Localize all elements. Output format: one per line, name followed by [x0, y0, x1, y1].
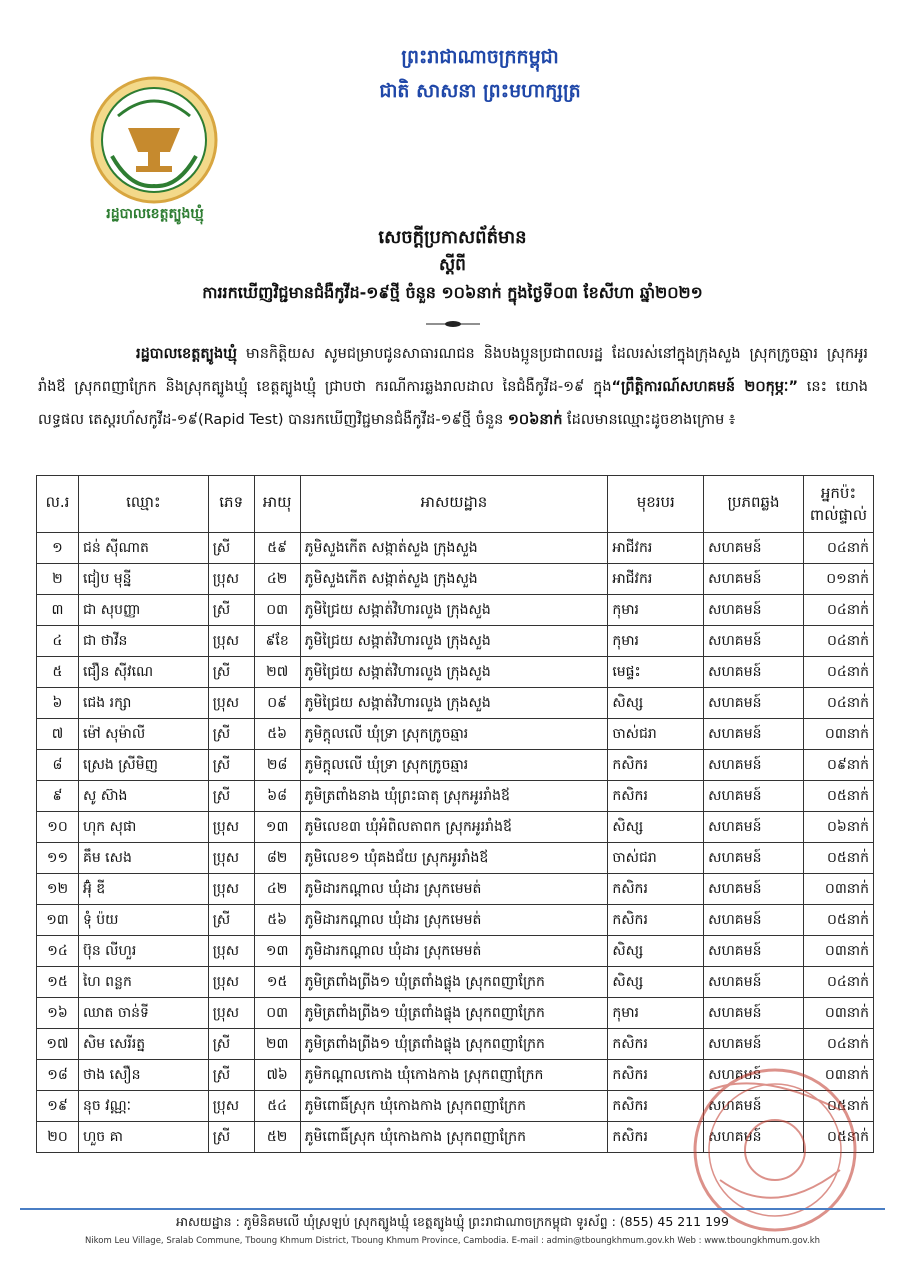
cell-no: ១០	[37, 812, 79, 843]
intro-paragraph	[38, 338, 868, 437]
cell-sex: ប្រុស	[208, 843, 254, 874]
cell-source: សហគមន៍	[704, 595, 804, 626]
cell-contacts: ០៥នាក់	[803, 1091, 873, 1122]
title-line-3: ការរកឃើញវិជ្ជមានជំងឺកូវីដ-១៩ថ្មី ចំនួន ១០៦នាក់ ក្នុងថ្ងៃទី០៣ ខែសីហា ឆ្នាំ២០២១	[202, 283, 703, 302]
title-line-2: ស្តីពី	[439, 255, 466, 275]
national-motto: ជាតិ សាសនា ព្រះមហាក្សត្រ	[379, 80, 581, 102]
cell-no: ១៣	[37, 905, 79, 936]
cell-occupation: កុមារ	[608, 998, 704, 1029]
cell-no: ៧	[37, 719, 79, 750]
header-age: អាយុ	[254, 476, 300, 533]
cell-source: សហគមន៍	[704, 688, 804, 719]
cell-age: ៤២	[254, 564, 300, 595]
cell-address: ភូមិជ្រៃយ សង្កាត់វិហារលួង ក្រុងសួង	[300, 688, 608, 719]
cell-age: ០៩	[254, 688, 300, 719]
cell-name: ជៀប មុន្នី	[78, 564, 208, 595]
cell-age: ១៣	[254, 936, 300, 967]
cell-address: ភូមិជ្រៃយ សង្កាត់វិហារលួង ក្រុងសួង	[300, 626, 608, 657]
table-row	[37, 657, 874, 688]
cell-source: សហគមន៍	[704, 1091, 804, 1122]
cell-age: ៥៩	[254, 533, 300, 564]
intro-part3: ដែលមានឈ្មោះដូចខាងក្រោម ៖	[562, 412, 736, 428]
table-row	[37, 905, 874, 936]
cell-age: ០៣	[254, 998, 300, 1029]
cell-sex: ប្រុស	[208, 936, 254, 967]
cell-sex: ស្រី	[208, 719, 254, 750]
intro-event: “ព្រឹត្តិការណ៍សហគមន៍ ២០កុម្ភៈ”	[611, 379, 798, 395]
kingdom-title: ព្រះរាជាណាចក្រកម្ពុជា	[401, 46, 559, 68]
cell-name: ថាង សឿន	[78, 1060, 208, 1091]
cell-occupation: កុមារ	[608, 626, 704, 657]
header-address: អាសយដ្ឋាន	[300, 476, 608, 533]
intro-lead: រដ្ឋបាលខេត្តត្បូងឃ្មុំ	[136, 346, 237, 362]
cell-source: សហគមន៍	[704, 533, 804, 564]
cell-sex: ស្រី	[208, 1029, 254, 1060]
footer-address-en: Nikom Leu Village, Sralab Commune, Tboung Khmum District, Tboung Khmum Province, Cambodia. E-mail : admin@tboungkhmum.gov.kh Web : www.tboungkhmum.gov.kh	[84, 1236, 821, 1246]
cell-sex: ប្រុស	[208, 812, 254, 843]
footer-divider	[20, 1208, 885, 1210]
cell-no: ២	[37, 564, 79, 595]
cell-no: ១៧	[37, 1029, 79, 1060]
cell-sex: ស្រី	[208, 533, 254, 564]
cell-occupation: កសិករ	[608, 1060, 704, 1091]
cell-address: ភូមិត្រពាំងព្រីង១ ឃុំត្រពាំងផ្លុង ស្រុកពញាក្រែក	[300, 1029, 608, 1060]
cell-name: ជេង រក្សា	[78, 688, 208, 719]
cell-sex: ប្រុស	[208, 688, 254, 719]
cell-contacts: ០៤នាក់	[803, 533, 873, 564]
table-row	[37, 843, 874, 874]
cell-name: ហុក សុផា	[78, 812, 208, 843]
cell-sex: ប្រុស	[208, 1091, 254, 1122]
cell-age: ០៣	[254, 595, 300, 626]
cell-name: ហួច គា	[78, 1122, 208, 1153]
cell-contacts: ០៤នាក់	[803, 657, 873, 688]
announcement-title	[60, 224, 845, 308]
cell-address: ភូមិជ្រៃយ សង្កាត់វិហារលួង ក្រុងសួង	[300, 595, 608, 626]
cell-address: ភូមិដារកណ្តាល ឃុំដារ ស្រុកមេមត់	[300, 905, 608, 936]
cell-source: សហគមន៍	[704, 905, 804, 936]
cell-name: សិម សេរីរត្ន	[78, 1029, 208, 1060]
cell-age: ១៥	[254, 967, 300, 998]
cell-no: ៣	[37, 595, 79, 626]
cell-contacts: ០៥នាក់	[803, 1122, 873, 1153]
cell-sex: ប្រុស	[208, 967, 254, 998]
cell-contacts: ០៤នាក់	[803, 595, 873, 626]
cell-name: ជន់ ស៊ីណាត	[78, 533, 208, 564]
cell-occupation: កសិករ	[608, 874, 704, 905]
cell-source: សហគមន៍	[704, 657, 804, 688]
cell-contacts: ០៣នាក់	[803, 1060, 873, 1091]
cell-address: ភូមិត្រពាំងព្រីង១ ឃុំត្រពាំងផ្លុង ស្រុកពញាក្រែក	[300, 998, 608, 1029]
cell-address: ភូមិសួងកើត សង្កាត់សួង ក្រុងសួង	[300, 564, 608, 595]
cell-occupation: ចាស់ជរា	[608, 843, 704, 874]
cell-address: ភូមិពោធិ៍ស្រុក ឃុំកោងកាង ស្រុកពញាក្រែក	[300, 1091, 608, 1122]
cell-sex: ស្រី	[208, 781, 254, 812]
table-row	[37, 874, 874, 905]
cell-age: ៤២	[254, 874, 300, 905]
cell-contacts: ០៣នាក់	[803, 936, 873, 967]
cell-name: ជា សុបញ្ញា	[78, 595, 208, 626]
cell-no: ៦	[37, 688, 79, 719]
cell-no: ១	[37, 533, 79, 564]
header-name: ឈ្មោះ	[78, 476, 208, 533]
cell-no: ៥	[37, 657, 79, 688]
cell-sex: ប្រុស	[208, 626, 254, 657]
cell-source: សហគមន៍	[704, 750, 804, 781]
cell-address: ភូមិដារកណ្តាល ឃុំដារ ស្រុកមេមត់	[300, 874, 608, 905]
header-source: ប្រភពឆ្លង	[704, 476, 804, 533]
table-row	[37, 936, 874, 967]
cell-contacts: ០៤នាក់	[803, 1029, 873, 1060]
cell-contacts: ០៤នាក់	[803, 688, 873, 719]
cell-address: ភូមិកណ្តាលកោង ឃុំកោងកាង ស្រុកពញាក្រែក	[300, 1060, 608, 1091]
cell-sex: ស្រី	[208, 1122, 254, 1153]
intro-part1: មានកិត្តិយស សូមជម្រាបជូនសាធារណជន និងបងប្អូនប្រជាពលរដ្ឋ ដែលរស់នៅក្នុងក្រុងសួង ស្រុកក្រូចឆ្មារ ស្រុកអូររាំងឪ ស្រុកពញាក្រែក និងស្រុកត្បូងឃ្មុំ ខេត្តត្បូងឃ្មុំ ជ្រាបថា ករណីការឆ្លងរាលដាល នៃជំងឺកូវីដ-១៩ ក្នុង	[38, 346, 868, 395]
cell-contacts: ០៥នាក់	[803, 905, 873, 936]
table-row	[37, 564, 874, 595]
cell-name: ទុំ ប៉យ	[78, 905, 208, 936]
cell-source: សហគមន៍	[704, 564, 804, 595]
cell-source: សហគមន៍	[704, 812, 804, 843]
cell-name: ហៃ ពន្លក	[78, 967, 208, 998]
header-occupation: មុខរបរ	[608, 476, 704, 533]
cell-age: ៥៦	[254, 905, 300, 936]
official-seal	[690, 1050, 860, 1240]
cell-no: ១៤	[37, 936, 79, 967]
header-contacts	[803, 476, 873, 533]
cell-occupation: សិស្ស	[608, 812, 704, 843]
cell-age: ២៨	[254, 750, 300, 781]
cell-no: ២០	[37, 1122, 79, 1153]
table-header-row	[37, 476, 874, 533]
table-row	[37, 750, 874, 781]
cell-sex: ប្រុស	[208, 874, 254, 905]
cell-contacts: ០៣នាក់	[803, 874, 873, 905]
cell-occupation: សិស្ស	[608, 967, 704, 998]
cell-address: ភូមិត្រពាំងនាង ឃុំព្រះធាតុ ស្រុកអូររាំងឪ	[300, 781, 608, 812]
province-logo	[90, 76, 218, 204]
cell-no: ១១	[37, 843, 79, 874]
cell-age: ៨២	[254, 843, 300, 874]
cell-no: ១៦	[37, 998, 79, 1029]
header-no: ល.រ	[37, 476, 79, 533]
cell-age: ៥៤	[254, 1091, 300, 1122]
cell-address: ភូមិពោធិ៍ស្រុក ឃុំកោងកាង ស្រុកពញាក្រែក	[300, 1122, 608, 1153]
cell-no: ១៨	[37, 1060, 79, 1091]
cell-source: សហគមន៍	[704, 936, 804, 967]
header-contacts-line2: ពាល់ផ្ទាល់	[809, 506, 868, 524]
table-row	[37, 533, 874, 564]
cell-occupation: ចាស់ជរា	[608, 719, 704, 750]
cell-name: ឈាត ចាន់ទី	[78, 998, 208, 1029]
cell-age: ៧៦	[254, 1060, 300, 1091]
cell-occupation: កសិករ	[608, 1029, 704, 1060]
divider-ornament	[426, 318, 480, 330]
cell-sex: ប្រុស	[208, 998, 254, 1029]
cell-no: ៩	[37, 781, 79, 812]
cell-contacts: ០៤នាក់	[803, 626, 873, 657]
cell-address: ភូមិត្រពាំងព្រីង១ ឃុំត្រពាំងផ្លុង ស្រុកពញាក្រែក	[300, 967, 608, 998]
cell-occupation: អាជីវករ	[608, 533, 704, 564]
cell-no: ៨	[37, 750, 79, 781]
cell-name: នុច វណ្ណៈ	[78, 1091, 208, 1122]
cell-occupation: កសិករ	[608, 905, 704, 936]
cell-age: ២៣	[254, 1029, 300, 1060]
table-row	[37, 719, 874, 750]
cell-source: សហគមន៍	[704, 843, 804, 874]
cell-name: ស្រេង ស្រីមិញ	[78, 750, 208, 781]
cell-sex: ប្រុស	[208, 564, 254, 595]
logo-caption: រដ្ឋបាលខេត្តត្បូងឃ្មុំ	[106, 206, 204, 222]
header-contacts-line1: អ្នកប៉ះ	[820, 484, 857, 502]
cell-occupation: កសិករ	[608, 1122, 704, 1153]
cell-occupation: កសិករ	[608, 781, 704, 812]
intro-count: ១០៦នាក់	[507, 412, 563, 428]
cell-age: ៥៦	[254, 719, 300, 750]
cell-age: ៦៨	[254, 781, 300, 812]
cell-age: ៥២	[254, 1122, 300, 1153]
cell-contacts: ០១នាក់	[803, 564, 873, 595]
cell-occupation: សិស្ស	[608, 688, 704, 719]
cell-sex: ស្រី	[208, 905, 254, 936]
cell-no: ១២	[37, 874, 79, 905]
header-sex: ភេទ	[208, 476, 254, 533]
cell-age: ៩ខែ	[254, 626, 300, 657]
cell-name: ជឿន ស៊ីវណេ	[78, 657, 208, 688]
cell-no: ១៥	[37, 967, 79, 998]
cell-address: ភូមិដារកណ្តាល ឃុំដារ ស្រុកមេមត់	[300, 936, 608, 967]
cell-address: ភូមិលេខ៣ ឃុំអំពិលតាពក ស្រុកអូររាំងឪ	[300, 812, 608, 843]
cell-name: សូ ស៊ាង	[78, 781, 208, 812]
cell-contacts: ០៣នាក់	[803, 719, 873, 750]
cell-occupation: អាជីវករ	[608, 564, 704, 595]
cell-source: សហគមន៍	[704, 626, 804, 657]
table-row	[37, 781, 874, 812]
cell-contacts: ០៤នាក់	[803, 967, 873, 998]
table-row	[37, 812, 874, 843]
cell-name: ប៊ុន លីហួរ	[78, 936, 208, 967]
cell-name: ម៉ៅ សុម៉ាលី	[78, 719, 208, 750]
table-row	[37, 626, 874, 657]
cell-name: អ៊ុំ ឌី	[78, 874, 208, 905]
kingdom-header	[300, 40, 660, 108]
cell-source: សហគមន៍	[704, 781, 804, 812]
table-row	[37, 998, 874, 1029]
cell-contacts: ០៩នាក់	[803, 750, 873, 781]
footer-address-km: អាសយដ្ឋាន : ភូមិនិគមលើ ឃុំស្រឡប់ ស្រុកត្បូងឃ្មុំ ខេត្តត្បូងឃ្មុំ ព្រះរាជាណាចក្រកម្ពុជា ទូរស័ព្ទ : (855) 45 211 199	[176, 1214, 729, 1229]
cell-age: ២៧	[254, 657, 300, 688]
cell-name: គឹម សេង	[78, 843, 208, 874]
cell-contacts: ០៥នាក់	[803, 843, 873, 874]
cell-address: ភូមិក្តុលលើ ឃុំទ្រា ស្រុកក្រូចឆ្មារ	[300, 750, 608, 781]
cell-contacts: ០៣នាក់	[803, 998, 873, 1029]
cell-source: សហគមន៍	[704, 998, 804, 1029]
cell-source: សហគមន៍	[704, 874, 804, 905]
cell-age: ១៣	[254, 812, 300, 843]
cell-sex: ស្រី	[208, 657, 254, 688]
cell-no: ៤	[37, 626, 79, 657]
table-row	[37, 595, 874, 626]
cell-source: សហគមន៍	[704, 1060, 804, 1091]
title-line-1: សេចក្តីប្រកាសព័ត៌មាន	[378, 227, 527, 248]
cell-occupation: កុមារ	[608, 595, 704, 626]
cell-occupation: កសិករ	[608, 750, 704, 781]
cell-sex: ស្រី	[208, 1060, 254, 1091]
cell-sex: ស្រី	[208, 750, 254, 781]
cell-sex: ស្រី	[208, 595, 254, 626]
table-row	[37, 967, 874, 998]
cell-occupation: មេផ្ទះ	[608, 657, 704, 688]
cell-contacts: ០៦នាក់	[803, 812, 873, 843]
cell-address: ភូមិក្តុលលើ ឃុំទ្រា ស្រុកក្រូចឆ្មារ	[300, 719, 608, 750]
cell-address: ភូមិសួងកើត សង្កាត់សួង ក្រុងសួង	[300, 533, 608, 564]
cell-name: ជា ថាវីន	[78, 626, 208, 657]
cell-occupation: សិស្ស	[608, 936, 704, 967]
cell-address: ភូមិជ្រៃយ សង្កាត់វិហារលួង ក្រុងសួង	[300, 657, 608, 688]
cell-address: ភូមិលេខ១ ឃុំគងជ័យ ស្រុកអូររាំងឪ	[300, 843, 608, 874]
cell-source: សហគមន៍	[704, 1029, 804, 1060]
cell-contacts: ០៥នាក់	[803, 781, 873, 812]
cell-source: សហគមន៍	[704, 1122, 804, 1153]
cell-source: សហគមន៍	[704, 719, 804, 750]
cell-source: សហគមន៍	[704, 967, 804, 998]
cell-occupation: កសិករ	[608, 1091, 704, 1122]
intro-part2: នេះ យោងលទ្ធផល តេស្តរហ័សកូវីដ-១៩(Rapid Test) បានរកឃើញវិជ្ជមានជំងឺកូវីដ-១៩ថ្មី ចំនួន	[38, 379, 868, 428]
table-row	[37, 688, 874, 719]
cell-no: ១៩	[37, 1091, 79, 1122]
